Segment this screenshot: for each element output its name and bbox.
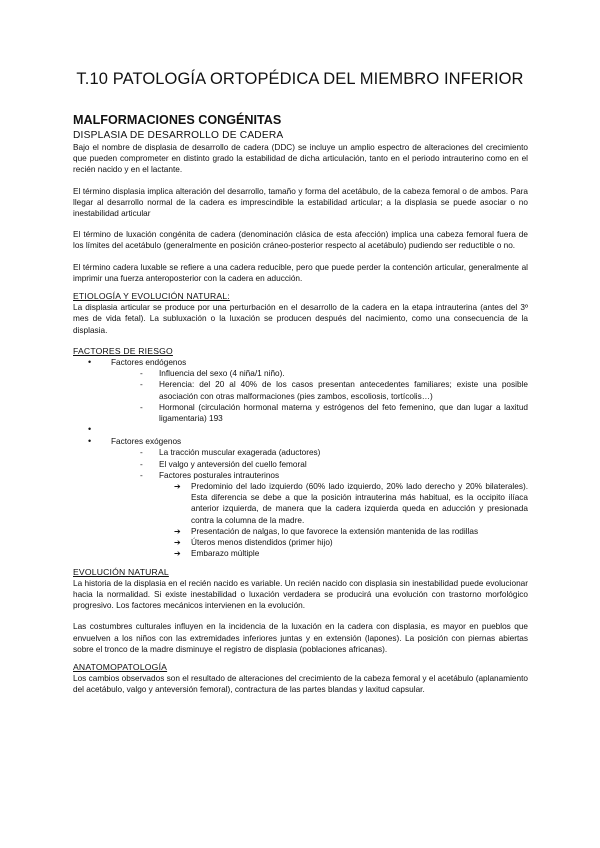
intro-paragraph-2: El término displasia implica alteración del desarrollo, tamaño y forma del acetábulo, de la cabeza femoral o de ambos. Para llegar al desarrollo normal de la cadera es imprescindible la estabilidad articular; a la displasia se puede asociar o no inestabilidad articular: [73, 186, 528, 219]
factores-heading: FACTORES DE RIESGO: [73, 345, 173, 356]
endogenos-label: Factores endógenos: [111, 358, 187, 368]
intro-paragraph-3: El término de luxación congénita de cadera (denominación clásica de esta afección) implica una cabeza femoral fuera de los límites del acetábulo (generalmente en posición cráneo-posterior respecto al acetábulo) pudiendo ser reductible o no.: [73, 230, 528, 251]
anatomo-heading: ANATOMOPATOLOGÍA: [73, 661, 168, 672]
list-item: ➔ Presentación de nalgas, lo que favorece la extensión mantenida de las rodillas: [174, 526, 528, 537]
etiologia-heading: ETIOLOGÍA Y EVOLUCIÓN NATURAL:: [73, 291, 230, 302]
list-item: - Herencia: del 20 al 40% de los casos presentan antecedentes familiares; existe una posible asociación con otras malformaciones (pies zambos, escoliosis, tortícolis…): [140, 379, 528, 401]
posturales-list: [159, 481, 528, 559]
list-item: [140, 470, 528, 560]
list-item: ➔ Predominio del lado izquierdo (60% lado izquierdo, 20% lado derecho y 20% bilaterales). Esta diferencia se debe a que la posición intrauterina más habitual, es la occipito ilíaca anterior izquierda, de manera que la cadera izquierda queda en aducción y presionada contra la columna de la madre.: [174, 481, 528, 526]
list-item: [85, 436, 528, 559]
posturales-label: Factores posturales intrauterinos: [159, 470, 280, 480]
list-item: - El valgo y anteversión del cuello femoral: [140, 459, 528, 470]
exogenos-label: Factores exógenos: [111, 437, 182, 447]
list-item: ➔ Úteros menos distendidos (primer hijo): [174, 537, 528, 548]
evolucion-heading: EVOLUCIÓN NATURAL: [73, 566, 169, 577]
evolucion-paragraph-1: La historia de la displasia en el recién nacido es variable. Un recién nacido con displasia sin inestabilidad puede evolucionar hacia la normalidad. Si existe inestabilidad o luxación verdadera se producirá una evolución con trastorno morfológico progresivo. Los factores mecánicos intervienen en la evolución.: [73, 578, 528, 611]
exogenos-list: [111, 447, 528, 559]
list-item: - Hormonal (circulación hormonal materna y estrógenos del feto femenino, que dan lugar a laxitud ligamentaria) 193: [140, 402, 528, 424]
intro-paragraph-1: Bajo el nombre de displasia de desarrollo de cadera (DDC) se incluye un amplio espectro de alteraciones del crecimiento que pueden comprometer en distinto grado la estabilidad de dicha articulación, tanto en el periodo intrauterino como en el recién nacido y en el lactante.: [73, 143, 528, 175]
anatomo-paragraph: Los cambios observados son el resultado de alteraciones del crecimiento de la cabeza femoral y el acetábulo (aplanamiento del acetábulo, valgo y anteversión femoral), contractura de las partes blandas y laxitud capsular.: [73, 674, 528, 695]
intro-paragraph-4: El término cadera luxable se refiere a una cadera reducible, pero que puede perder la contención articular, generalmente al imprimir una fuerza anteroposterior con la cadera en aducción.: [73, 262, 528, 283]
list-item: - Influencia del sexo (4 niña/1 niño).: [140, 368, 528, 379]
list-item: - La tracción muscular exagerada (aductores): [140, 447, 528, 458]
section-heading: MALFORMACIONES CONGÉNITAS: [73, 113, 282, 127]
evolucion-paragraph-2: Las costumbres culturales influyen en la incidencia de la luxación en la cadera con displasia, es mayor en pueblos que envuelven a los niños con las extremidades inferiores juntas y en extensión (lapones). La posición con piernas abiertas sobre el tronco de la madre disminuye el registro de displasia (poblaciones africanas).: [73, 622, 528, 654]
list-item: [85, 357, 528, 424]
list-spacer: [85, 424, 528, 436]
document-body: [73, 130, 528, 696]
subsection-heading: DISPLASIA DE DESARROLLO DE CADERA: [73, 130, 284, 141]
page-title: T.10 PATOLOGÍA ORTOPÉDICA DEL MIEMBRO INFERIOR: [76, 70, 524, 88]
etiologia-paragraph: La displasia articular se produce por una perturbación en el desarrollo de la cadera en la etapa intrauterina (antes del 3º mes de vida fetal). La subluxación o la luxación se producen después del nacimiento, como una consecuencia de la displasia.: [73, 303, 528, 335]
list-item: ➔ Embarazo múltiple: [174, 548, 528, 559]
endogenos-list: [111, 368, 528, 424]
factores-list: [73, 357, 528, 559]
